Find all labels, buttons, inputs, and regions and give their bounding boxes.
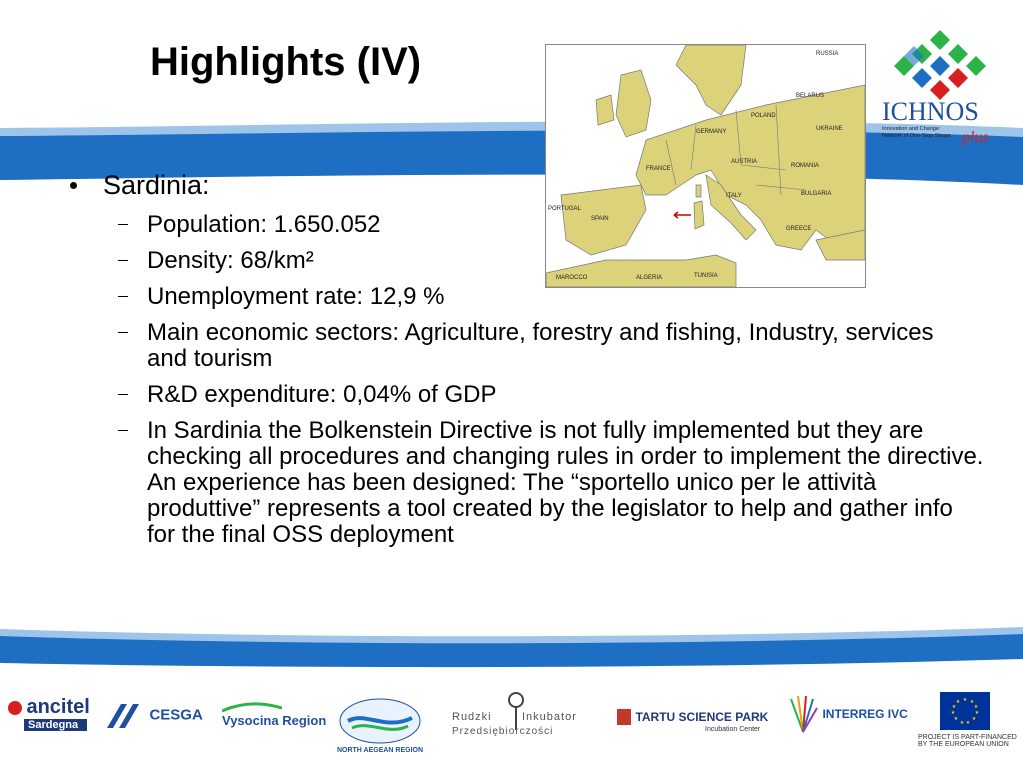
svg-text:★: ★ bbox=[950, 710, 956, 716]
dash-icon bbox=[118, 224, 128, 225]
map-label-spain: SPAIN bbox=[591, 216, 609, 222]
map-label-marocco: MAROCCO bbox=[556, 275, 588, 281]
sub-bullet-text: Unemployment rate: 12,9 % bbox=[147, 283, 445, 310]
sub-bullet-text: Population: 1.650.052 bbox=[147, 211, 381, 238]
north-aegean-logo bbox=[330, 686, 430, 761]
sub-bullet-unemployment bbox=[70, 284, 990, 310]
eu-logo bbox=[918, 692, 1017, 748]
vysocina-logo bbox=[222, 702, 326, 730]
sub-bullet-economic-sectors bbox=[70, 320, 937, 372]
sub-bullet-text: R&D expenditure: 0,04% of GDP bbox=[147, 381, 497, 408]
tartu-subtext: Incubation Center bbox=[705, 726, 761, 733]
bullet-list bbox=[70, 170, 990, 558]
rudzki-mark bbox=[450, 690, 590, 740]
map-label-tunisia: TUNISIA bbox=[694, 273, 718, 279]
ancitel-mark-icon bbox=[8, 701, 22, 715]
eu-text-2: BY THE EUROPEAN UNION bbox=[918, 741, 1009, 748]
rudzki-logo bbox=[450, 690, 590, 745]
map-label-algeria: ALGERIA bbox=[636, 275, 663, 281]
dash-icon bbox=[118, 260, 128, 261]
ancitel-logo bbox=[8, 696, 90, 731]
map-label-germany: GERMANY bbox=[696, 129, 727, 135]
svg-text:★: ★ bbox=[973, 704, 979, 710]
cesga-logo bbox=[105, 700, 203, 730]
map-label-bulgaria: BULGARIA bbox=[801, 191, 832, 197]
vysocina-text: Vysocina Region bbox=[222, 713, 327, 728]
svg-text:★: ★ bbox=[951, 704, 957, 710]
north-aegean-text: NORTH AEGEAN REGION bbox=[336, 747, 424, 754]
map-label-greece: GREECE bbox=[786, 226, 812, 232]
map-label-france: FRANCE bbox=[646, 166, 671, 172]
ichnos-name: ICHNOS bbox=[882, 97, 979, 126]
interreg-rays-icon bbox=[788, 694, 818, 734]
eu-text-1: PROJECT IS PART-FINANCED bbox=[918, 734, 1017, 741]
north-aegean-mark-icon bbox=[330, 686, 430, 756]
map-label-romania: ROMANIA bbox=[791, 163, 820, 169]
map-label-ukraine: UKRAINE bbox=[816, 126, 843, 132]
tartu-mark-icon bbox=[617, 709, 631, 725]
ichnos-tagline-2: Network of One-Stop Shops bbox=[882, 133, 951, 139]
tartu-logo bbox=[617, 708, 768, 733]
dash-icon bbox=[118, 394, 128, 395]
slide-title: Highlights (IV) bbox=[150, 40, 422, 84]
map-label-poland: POLAND bbox=[751, 113, 776, 119]
map-label-belarus: BELARUS bbox=[796, 93, 825, 99]
map-label-austria: AUSTRIA bbox=[731, 159, 758, 165]
ichnos-logo bbox=[880, 22, 1015, 152]
interreg-text: INTERREG IVC bbox=[822, 707, 908, 721]
svg-text:★: ★ bbox=[974, 710, 980, 716]
svg-text:★: ★ bbox=[953, 716, 959, 722]
bullet-dot-icon bbox=[70, 182, 77, 189]
svg-text:★: ★ bbox=[962, 697, 968, 703]
vysocina-swoosh-icon bbox=[222, 702, 282, 712]
rudzki-text-1: Rudzki bbox=[452, 711, 492, 723]
ancitel-sardegna-text: Sardegna bbox=[24, 719, 87, 731]
partner-logos bbox=[0, 678, 1023, 767]
sub-bullet-text: Main economic sectors: Agriculture, forestry and fishing, Industry, services and tourism bbox=[147, 319, 934, 372]
dash-icon bbox=[118, 296, 128, 297]
map-label-portugal: PORTUGAL bbox=[548, 206, 581, 212]
eu-flag-icon bbox=[940, 692, 990, 730]
svg-text:★: ★ bbox=[959, 720, 965, 726]
sub-bullet-rd-expenditure bbox=[70, 382, 990, 408]
dash-icon bbox=[118, 332, 128, 333]
svg-text:★: ★ bbox=[969, 699, 975, 705]
sub-bullet-population bbox=[70, 212, 990, 238]
ichnos-tagline-1: Innovation and Change: bbox=[882, 126, 941, 132]
map-label-italy: ITALY bbox=[726, 193, 742, 199]
main-bullet-text: Sardinia: bbox=[103, 170, 210, 200]
ichnos-plus: plus bbox=[962, 129, 989, 146]
rudzki-text-3: Przedsiębiorczości bbox=[452, 726, 554, 737]
svg-text:★: ★ bbox=[965, 720, 971, 726]
footer-swoosh bbox=[0, 625, 1023, 675]
ancitel-text: ancitel bbox=[26, 696, 90, 718]
main-bullet bbox=[70, 170, 990, 200]
rudzki-text-2: Inkubator bbox=[522, 711, 577, 723]
sub-bullet-text: Density: 68/km² bbox=[147, 247, 314, 274]
sub-bullet-bolkenstein bbox=[70, 418, 987, 548]
svg-text:★: ★ bbox=[955, 699, 961, 705]
sub-bullet-density bbox=[70, 248, 990, 274]
interreg-logo bbox=[788, 694, 908, 734]
tartu-text: TARTU SCIENCE PARK bbox=[635, 709, 769, 724]
cesga-text: CESGA bbox=[149, 706, 203, 724]
map-label-russia: RUSSIA bbox=[816, 51, 839, 57]
svg-text:★: ★ bbox=[971, 716, 977, 722]
dash-icon bbox=[118, 430, 128, 431]
cesga-mark-icon bbox=[105, 700, 145, 730]
sub-bullet-text: In Sardinia the Bolkenstein Directive is not fully implemented but they are checking all procedures and changing rules in order to implement the directive. An experience has been designed: The “sportello unico per le attività produttive” represents a tool created by the legislator to help and gather info for the final OSS deployment bbox=[147, 417, 984, 548]
